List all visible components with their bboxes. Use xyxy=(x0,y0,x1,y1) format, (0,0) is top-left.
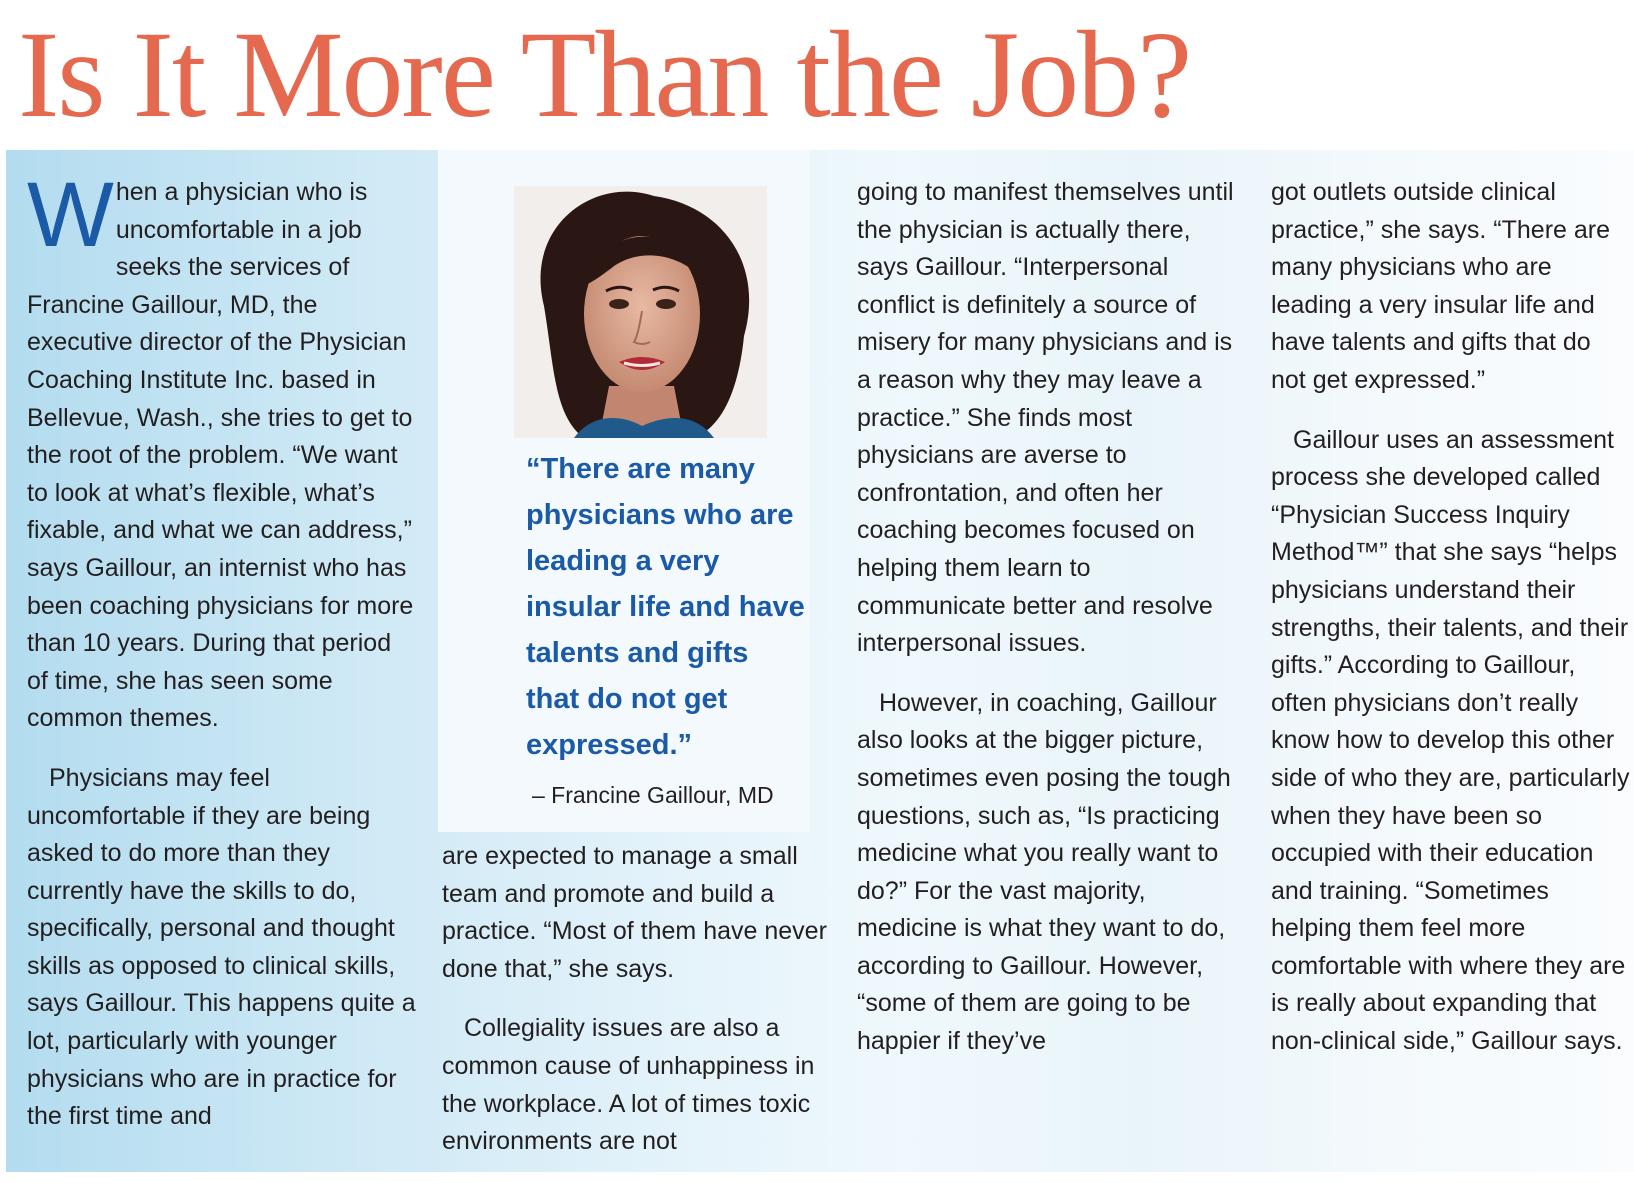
drop-cap: W xyxy=(27,164,114,266)
paragraph: Collegiality issues are also a common cause of unhappiness in the workplace. A lot of times toxic environments are not xyxy=(442,1014,815,1156)
article-title: Is It More Than the Job? xyxy=(18,6,1191,143)
paragraph: Physicians may feel uncomfortable if they are being asked to do more than they currently have the skills to do, specifically, personal and thought skills as opposed to clinical skills, says Gaillour. This happens quite a lot, particularly with younger physicians who are in practice for the first time and xyxy=(27,763,416,1131)
paragraph: are expected to manage a small team and promote and build a practice. “Most of them have never done that,” she says. xyxy=(442,842,827,983)
pull-quote-text: “There are many physicians who are leading a very insular life and have talents and gifts that do not get expressed.” xyxy=(526,453,805,761)
paragraph xyxy=(27,164,417,738)
pull-quote-attribution: – Francine Gaillour, MD xyxy=(532,782,774,808)
article-column-1 xyxy=(27,164,417,1158)
article-column-4 xyxy=(1271,174,1631,1083)
article-column-2 xyxy=(442,838,832,1183)
article-column-3 xyxy=(857,174,1237,1083)
paragraph-text: hen a physician who is uncomfortable in a job seeks the services of Francine Gaillour, MD, the executive director of the Physician Coaching Institute Inc. based in Bellevue, Wash., she tries to get to the root of the problem. “We want to look at what’s flexible, what’s fixable, and what we can address,” says Gaillour, an internist who has been coaching physicians for more than 10 years. During that period of time, she has seen some common themes. xyxy=(27,178,414,733)
paragraph: going to manifest themselves until the physician is actually there, says Gaillour. “Interpersonal conflict is definitely a source of misery for many physicians and is a reason why they may leave a practice.” She finds most physicians are averse to confrontation, and often her coaching becomes focused on helping them learn to communicate better and resolve interpersonal issues. xyxy=(857,178,1234,658)
paragraph: got outlets outside clinical practice,” she says. “There are many physicians who are leading a very insular life and have talents and gifts that do not get expressed.” xyxy=(1271,178,1611,394)
portrait-photo xyxy=(514,186,767,438)
paragraph: Gaillour uses an assessment process she developed called “Physician Success Inquiry Method™” that she says “helps physicians understand their strengths, their talents, and their gifts.” According to Gaillour, often physicians don’t really know how to develop this other side of who they are, particularly when they have been so occupied with their education and training. “Sometimes helping them feel more comfortable with where they are is really about expanding that non-clinical side,” Gaillour says. xyxy=(1271,425,1630,1056)
paragraph: However, in coaching, Gaillour also looks at the bigger picture, sometimes even posing the tough questions, such as, “Is practicing medicine what you really want to do?” For the vast majority, medicine is what they want to do, according to Gaillour. However, “some of them are going to be happier if they’ve xyxy=(857,688,1231,1056)
